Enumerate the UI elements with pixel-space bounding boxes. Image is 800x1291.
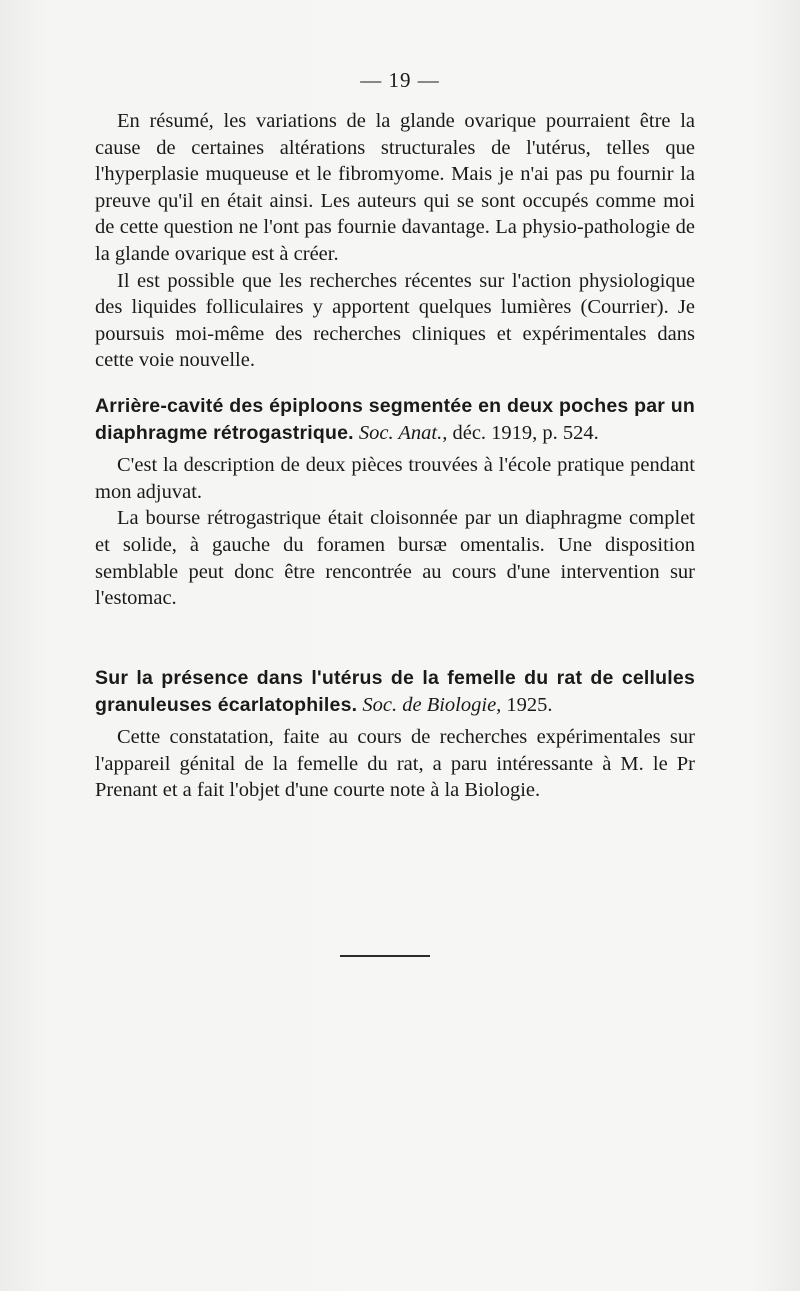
resume-paragraph-1: En résumé, les variations de la glande ovarique pourraient être la cause de certaines altérations structurales de l'utérus, telles que l'hyperplasie muqueuse et le fibromyome. Mais je n'ai pas pu fournir la preuve qu'il en était ainsi. Les auteurs qui se sont occupés comme moi de cette question ne l'ont pas fournie davantage. La physio-pathologie de la glande ovarique est à créer. bbox=[95, 110, 695, 265]
arriere-cavite-citation: Soc. Anat., bbox=[358, 421, 448, 444]
page-number: — 19 — bbox=[360, 68, 440, 92]
arriere-cavite-section bbox=[95, 393, 695, 612]
arriere-cavite-date: déc. 1919, p. 524. bbox=[452, 421, 599, 444]
presence-section bbox=[95, 665, 695, 804]
arriere-cavite-paragraph-1: C'est la description de deux pièces trouvées à l'école pratique pendant mon adjuvat. bbox=[95, 454, 695, 503]
arriere-cavite-paragraph-2: La bourse rétrogastrique était cloisonnée par un diaphragme complet et solide, à gauche du foramen bursæ omentalis. Une disposition semblable peut donc être rencontrée au cours d'une intervention sur l'estomac. bbox=[95, 507, 695, 610]
resume-paragraph-2: Il est possible que les recherches récentes sur l'action physiologique des liquides folliculaires y apportent quelques lumières (Courrier). Je poursuis moi-même des recherches cliniques et expérimentales dans cette voie nouvelle. bbox=[95, 269, 695, 372]
arriere-cavite-title: Arrière-cavité des épiploons segmentée en deux poches par un diaphragme rétrogastrique. bbox=[95, 395, 695, 444]
presence-date: 1925. bbox=[506, 693, 553, 716]
resume-section bbox=[95, 108, 695, 374]
presence-title: Sur la présence dans l'utérus de la femelle du rat de cellules granuleuses écarlatophiles. bbox=[95, 667, 695, 716]
section-divider-rule bbox=[340, 955, 430, 957]
presence-heading bbox=[95, 665, 695, 718]
presence-paragraph-1: Cette constatation, faite au cours de recherches expérimentales sur l'appareil génital de la femelle du rat, a paru intéressante à M. le Pr Prenant et a fait l'objet d'une courte note à la Biologie. bbox=[95, 726, 695, 802]
arriere-cavite-heading bbox=[95, 393, 695, 446]
presence-citation: Soc. de Biologie, bbox=[362, 693, 502, 716]
